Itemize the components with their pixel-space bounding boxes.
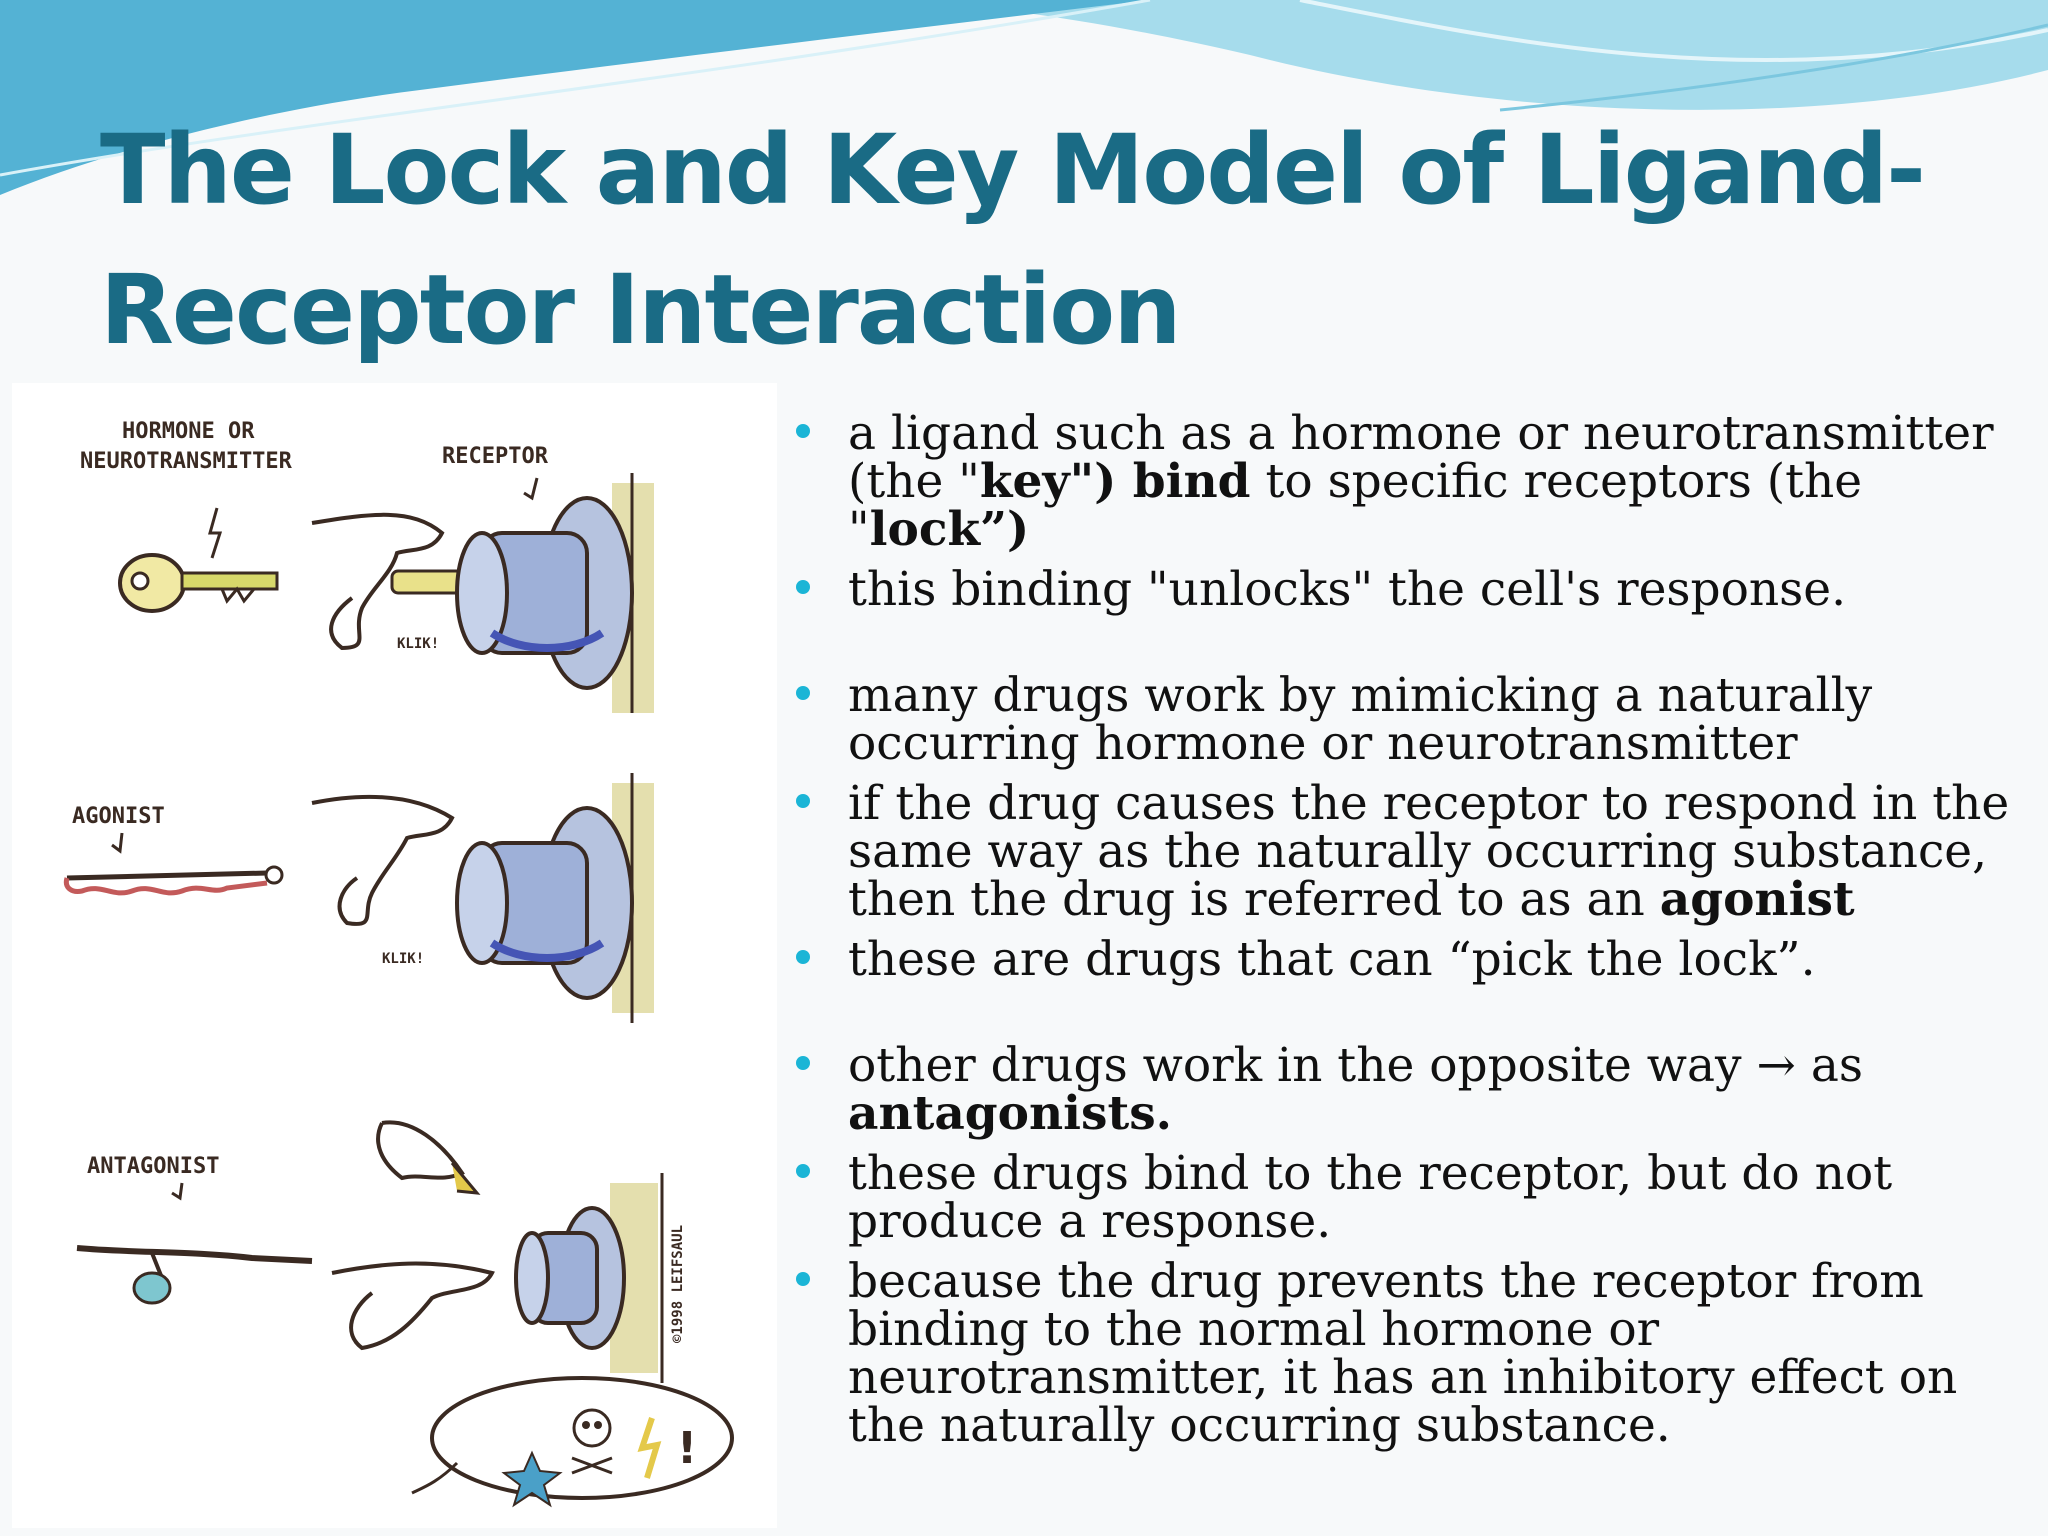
label-hormone: HORMONE OR [122,419,255,444]
klik-text-1: KLIK! [397,636,440,652]
bullet-item: a ligand such as a hormone or neurotransmitter (the "key") bind to specific receptors (the "lock”) [790,410,2040,554]
lock-key-illustration [12,383,777,1528]
hand-picking-lock-icon [312,797,452,924]
label-antagonist: ANTAGONIST [87,1154,220,1179]
bullet-item: many drugs work by mimicking a naturally occurring hormone or neurotransmitter [790,672,2040,768]
hand-with-key-icon [312,515,462,648]
stick-icon [77,1248,312,1303]
bullet-item: this binding "unlocks" the cell's response. [790,566,2040,614]
key-icon [120,555,277,611]
svg-text:!: ! [677,1423,698,1474]
bullet-item: other drugs work in the opposite way → as antagonists. [790,1042,2040,1138]
door-knob-antagonist-icon [516,1173,662,1383]
bullet-list [790,406,2040,1462]
bobby-pin-icon [66,867,282,893]
label-neurotransmitter: NEUROTRANSMITTER [80,449,292,474]
bullet-item: these are drugs that can “pick the lock”. [790,936,2040,984]
door-knob-agonist-icon [457,773,654,1023]
hand-with-stick-icon [332,1122,492,1348]
door-knob-icon [457,473,654,713]
klik-text-2: KLIK! [382,951,425,967]
copyright-text: ©1998 LEIFSAUL [670,1224,686,1343]
label-receptor: RECEPTOR [442,444,548,469]
slide-title: The Lock and Key Model of Ligand-Receptor Interaction [100,114,1924,366]
bullet-item: if the drug causes the receptor to respond in the same way as the naturally occurring substance, then the drug is referred to as an agonist [790,780,2040,924]
label-agonist: AGONIST [72,804,165,829]
bullet-item: these drugs bind to the receptor, but do not produce a response. [790,1150,2040,1246]
bullet-item: because the drug prevents the receptor from binding to the normal hormone or neurotransmitter, it has an inhibitory effect on the naturally occurring substance. [790,1258,2040,1450]
frustration-bubble-icon [412,1378,732,1505]
